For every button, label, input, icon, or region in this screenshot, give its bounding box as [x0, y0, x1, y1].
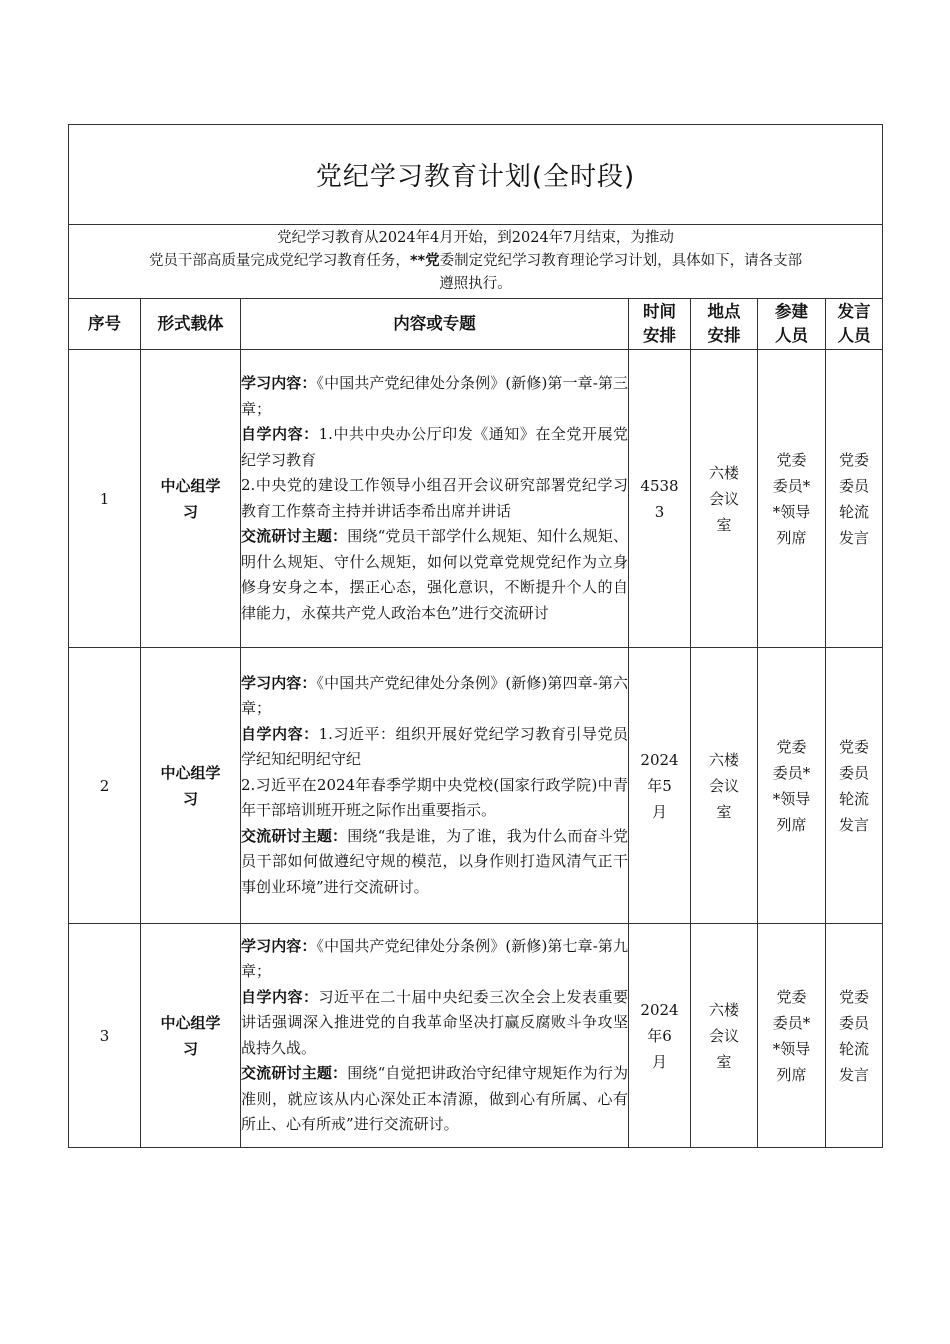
topic-text: 围绕“自觉把讲政治守纪律守规矩作为行为准则，就应该从内心深处正本清源，做到心有所属、心有所止、心有所戒”进行交流研讨。 — [241, 1064, 628, 1133]
header-row — [69, 299, 883, 350]
intro-line-1: 党纪学习教育从2024年4月开始，到2024年7月结束，为推动 — [277, 230, 674, 246]
intro-paragraph — [69, 225, 883, 299]
row-form-1: 中心组学 — [160, 476, 221, 495]
row-attend-1: 党委 — [776, 450, 807, 469]
row-time-1: 2024 — [640, 750, 679, 769]
row-place — [691, 350, 758, 648]
row-speak-3: 轮流 — [839, 502, 870, 521]
self-text-2: 2.习近平在2024年春季学期中央党校(国家行政学院)中青年干部培训班开班之际作出重要指示。 — [241, 775, 628, 820]
header-attendees — [758, 299, 826, 350]
header-form: 形式载体 — [141, 299, 241, 350]
row-attendees — [758, 924, 826, 1148]
header-place-2: 安排 — [707, 326, 741, 345]
row-form-2: 习 — [182, 789, 198, 808]
row-speak-3: 轮流 — [839, 1039, 870, 1058]
row-no: 1 — [69, 350, 141, 648]
row-form-1: 中心组学 — [160, 1013, 221, 1032]
study-text: 《中国共产党纪律处分条例》(新修)第七章-第九章； — [241, 936, 628, 980]
row-time-2: 年5 — [647, 776, 672, 795]
topic-label: 交流研讨主题： — [241, 1064, 348, 1082]
row-time-2: 3 — [654, 502, 665, 521]
row-attend-3: *领导 — [772, 1039, 811, 1058]
intro-line-2-post: 委制定党纪学习教育理论学习计划，具体如下，请各支部 — [439, 253, 803, 269]
row-content — [241, 648, 629, 924]
topic-label: 交流研讨主题： — [241, 527, 348, 545]
header-time-2: 安排 — [643, 326, 676, 345]
row-attend-2: 委员* — [772, 476, 811, 495]
study-plan-table — [68, 124, 883, 1148]
row-speak-4: 发言 — [839, 1065, 870, 1084]
header-content: 内容或专题 — [241, 299, 629, 350]
row-place-3: 室 — [716, 1052, 732, 1071]
row-speakers — [826, 648, 883, 924]
table-row — [69, 924, 883, 1148]
topic-label: 交流研讨主题： — [241, 826, 348, 845]
row-place-3: 室 — [716, 515, 732, 534]
row-speak-4: 发言 — [839, 815, 870, 834]
discussion-topic — [241, 524, 628, 626]
row-place-1: 六楼 — [708, 463, 739, 482]
row-time-2: 年6 — [647, 1026, 672, 1045]
study-text: 《中国共产党纪律处分条例》(新修)第四章-第六章； — [241, 673, 628, 718]
row-speak-3: 轮流 — [839, 789, 870, 808]
row-time — [629, 648, 691, 924]
table-row — [69, 350, 883, 648]
row-content — [241, 924, 629, 1148]
row-place — [691, 924, 758, 1148]
row-attend-2: 委员* — [772, 1013, 811, 1032]
row-time — [629, 924, 691, 1148]
row-attend-4: 列席 — [776, 1065, 807, 1084]
self-text: 习近平在二十届中央纪委三次全会上发表重要讲话强调深入推进党的自我革命坚决打赢反腐败斗争攻坚战持久战。 — [241, 987, 628, 1057]
self-study — [241, 422, 628, 473]
row-place-3: 室 — [716, 802, 732, 821]
row-form — [141, 350, 241, 648]
study-content — [241, 671, 628, 722]
self-text-2: 2.中央党的建设工作领导小组召开会议研究部署党纪学习教育工作蔡奇主持并讲话李希出席并讲话 — [241, 476, 628, 520]
row-attendees — [758, 648, 826, 924]
row-place-1: 六楼 — [708, 1000, 739, 1019]
row-speak-1: 党委 — [839, 737, 870, 756]
header-time — [629, 299, 691, 350]
header-attend-1: 参建 — [775, 302, 808, 321]
self-text: 1.中共中央办公厅印发《通知》在全党开展党纪学习教育 — [241, 425, 628, 469]
row-time-1: 2024 — [640, 1000, 679, 1019]
row-no: 2 — [69, 648, 141, 924]
table-row — [69, 648, 883, 924]
header-speak-2: 人员 — [837, 326, 871, 345]
row-speakers — [826, 350, 883, 648]
row-attend-1: 党委 — [776, 737, 807, 756]
row-time-3: 月 — [651, 1052, 667, 1071]
row-time — [629, 350, 691, 648]
study-label: 学习内容： — [241, 673, 317, 692]
study-content — [241, 934, 628, 985]
row-attend-2: 委员* — [772, 763, 811, 782]
intro-line-2-bold: **党 — [409, 253, 440, 269]
topic-text: 围绕“党员干部学什么规矩、知什么规矩、明什么规矩、守什么规矩，如何以党章党规党纪作为立身修身安身之本，摆正心态，强化意识，不断提升个人的自律能力，永葆共产党人政治本色”进行交流研讨 — [241, 527, 628, 622]
row-place — [691, 648, 758, 924]
header-attend-2: 人员 — [775, 326, 808, 345]
study-label: 学习内容： — [241, 936, 317, 955]
row-speakers — [826, 924, 883, 1148]
header-place-1: 地点 — [707, 302, 741, 321]
row-form — [141, 924, 241, 1148]
row-no: 3 — [69, 924, 141, 1148]
header-no: 序号 — [69, 299, 141, 350]
row-place-2: 会议 — [708, 776, 739, 795]
intro-line-2-pre: 党员干部高质量完成党纪学习教育任务， — [148, 253, 410, 269]
row-form — [141, 648, 241, 924]
intro-line-3: 遵照执行。 — [439, 276, 512, 292]
row-place-1: 六楼 — [708, 750, 739, 769]
row-attendees — [758, 350, 826, 648]
self-label: 自学内容： — [241, 724, 319, 743]
self-label: 自学内容： — [241, 425, 319, 443]
row-time-1: 4538 — [640, 476, 679, 495]
self-text: 1.习近平：组织开展好党纪学习教育引导党员学纪知纪明纪守纪 — [241, 724, 628, 769]
row-speak-1: 党委 — [839, 450, 870, 469]
header-speakers — [826, 299, 883, 350]
row-speak-2: 委员 — [839, 1013, 870, 1032]
row-speak-2: 委员 — [839, 763, 870, 782]
self-label: 自学内容： — [241, 987, 319, 1006]
row-form-2: 习 — [182, 502, 198, 521]
row-time-3: 月 — [651, 802, 667, 821]
row-attend-3: *领导 — [772, 502, 811, 521]
header-place — [691, 299, 758, 350]
row-form-2: 习 — [182, 1039, 198, 1058]
header-time-1: 时间 — [643, 302, 676, 321]
row-attend-1: 党委 — [776, 987, 807, 1006]
study-text: 《中国共产党纪律处分条例》(新修)第一章-第三章； — [241, 374, 628, 418]
self-study — [241, 985, 628, 1062]
row-form-1: 中心组学 — [160, 763, 221, 782]
topic-text: 围绕“我是谁，为了谁，我为什么而奋斗党员干部如何做遵纪守规的模范，以身作则打造风清气正干事创业环境”进行交流研讨。 — [241, 826, 628, 896]
self-study — [241, 722, 628, 773]
discussion-topic — [241, 824, 628, 901]
row-attend-4: 列席 — [776, 815, 807, 834]
row-attend-4: 列席 — [776, 528, 807, 547]
discussion-topic — [241, 1061, 628, 1138]
row-speak-4: 发言 — [839, 528, 870, 547]
document-title: 党纪学习教育计划(全时段) — [69, 125, 883, 225]
header-speak-1: 发言 — [837, 302, 871, 321]
intro-line-2 — [69, 250, 882, 273]
study-content — [241, 371, 628, 422]
row-content — [241, 350, 629, 648]
study-label: 学习内容： — [241, 374, 317, 392]
row-place-2: 会议 — [708, 489, 739, 508]
row-speak-2: 委员 — [839, 476, 870, 495]
row-speak-1: 党委 — [839, 987, 870, 1006]
row-place-2: 会议 — [708, 1026, 739, 1045]
row-attend-3: *领导 — [772, 789, 811, 808]
